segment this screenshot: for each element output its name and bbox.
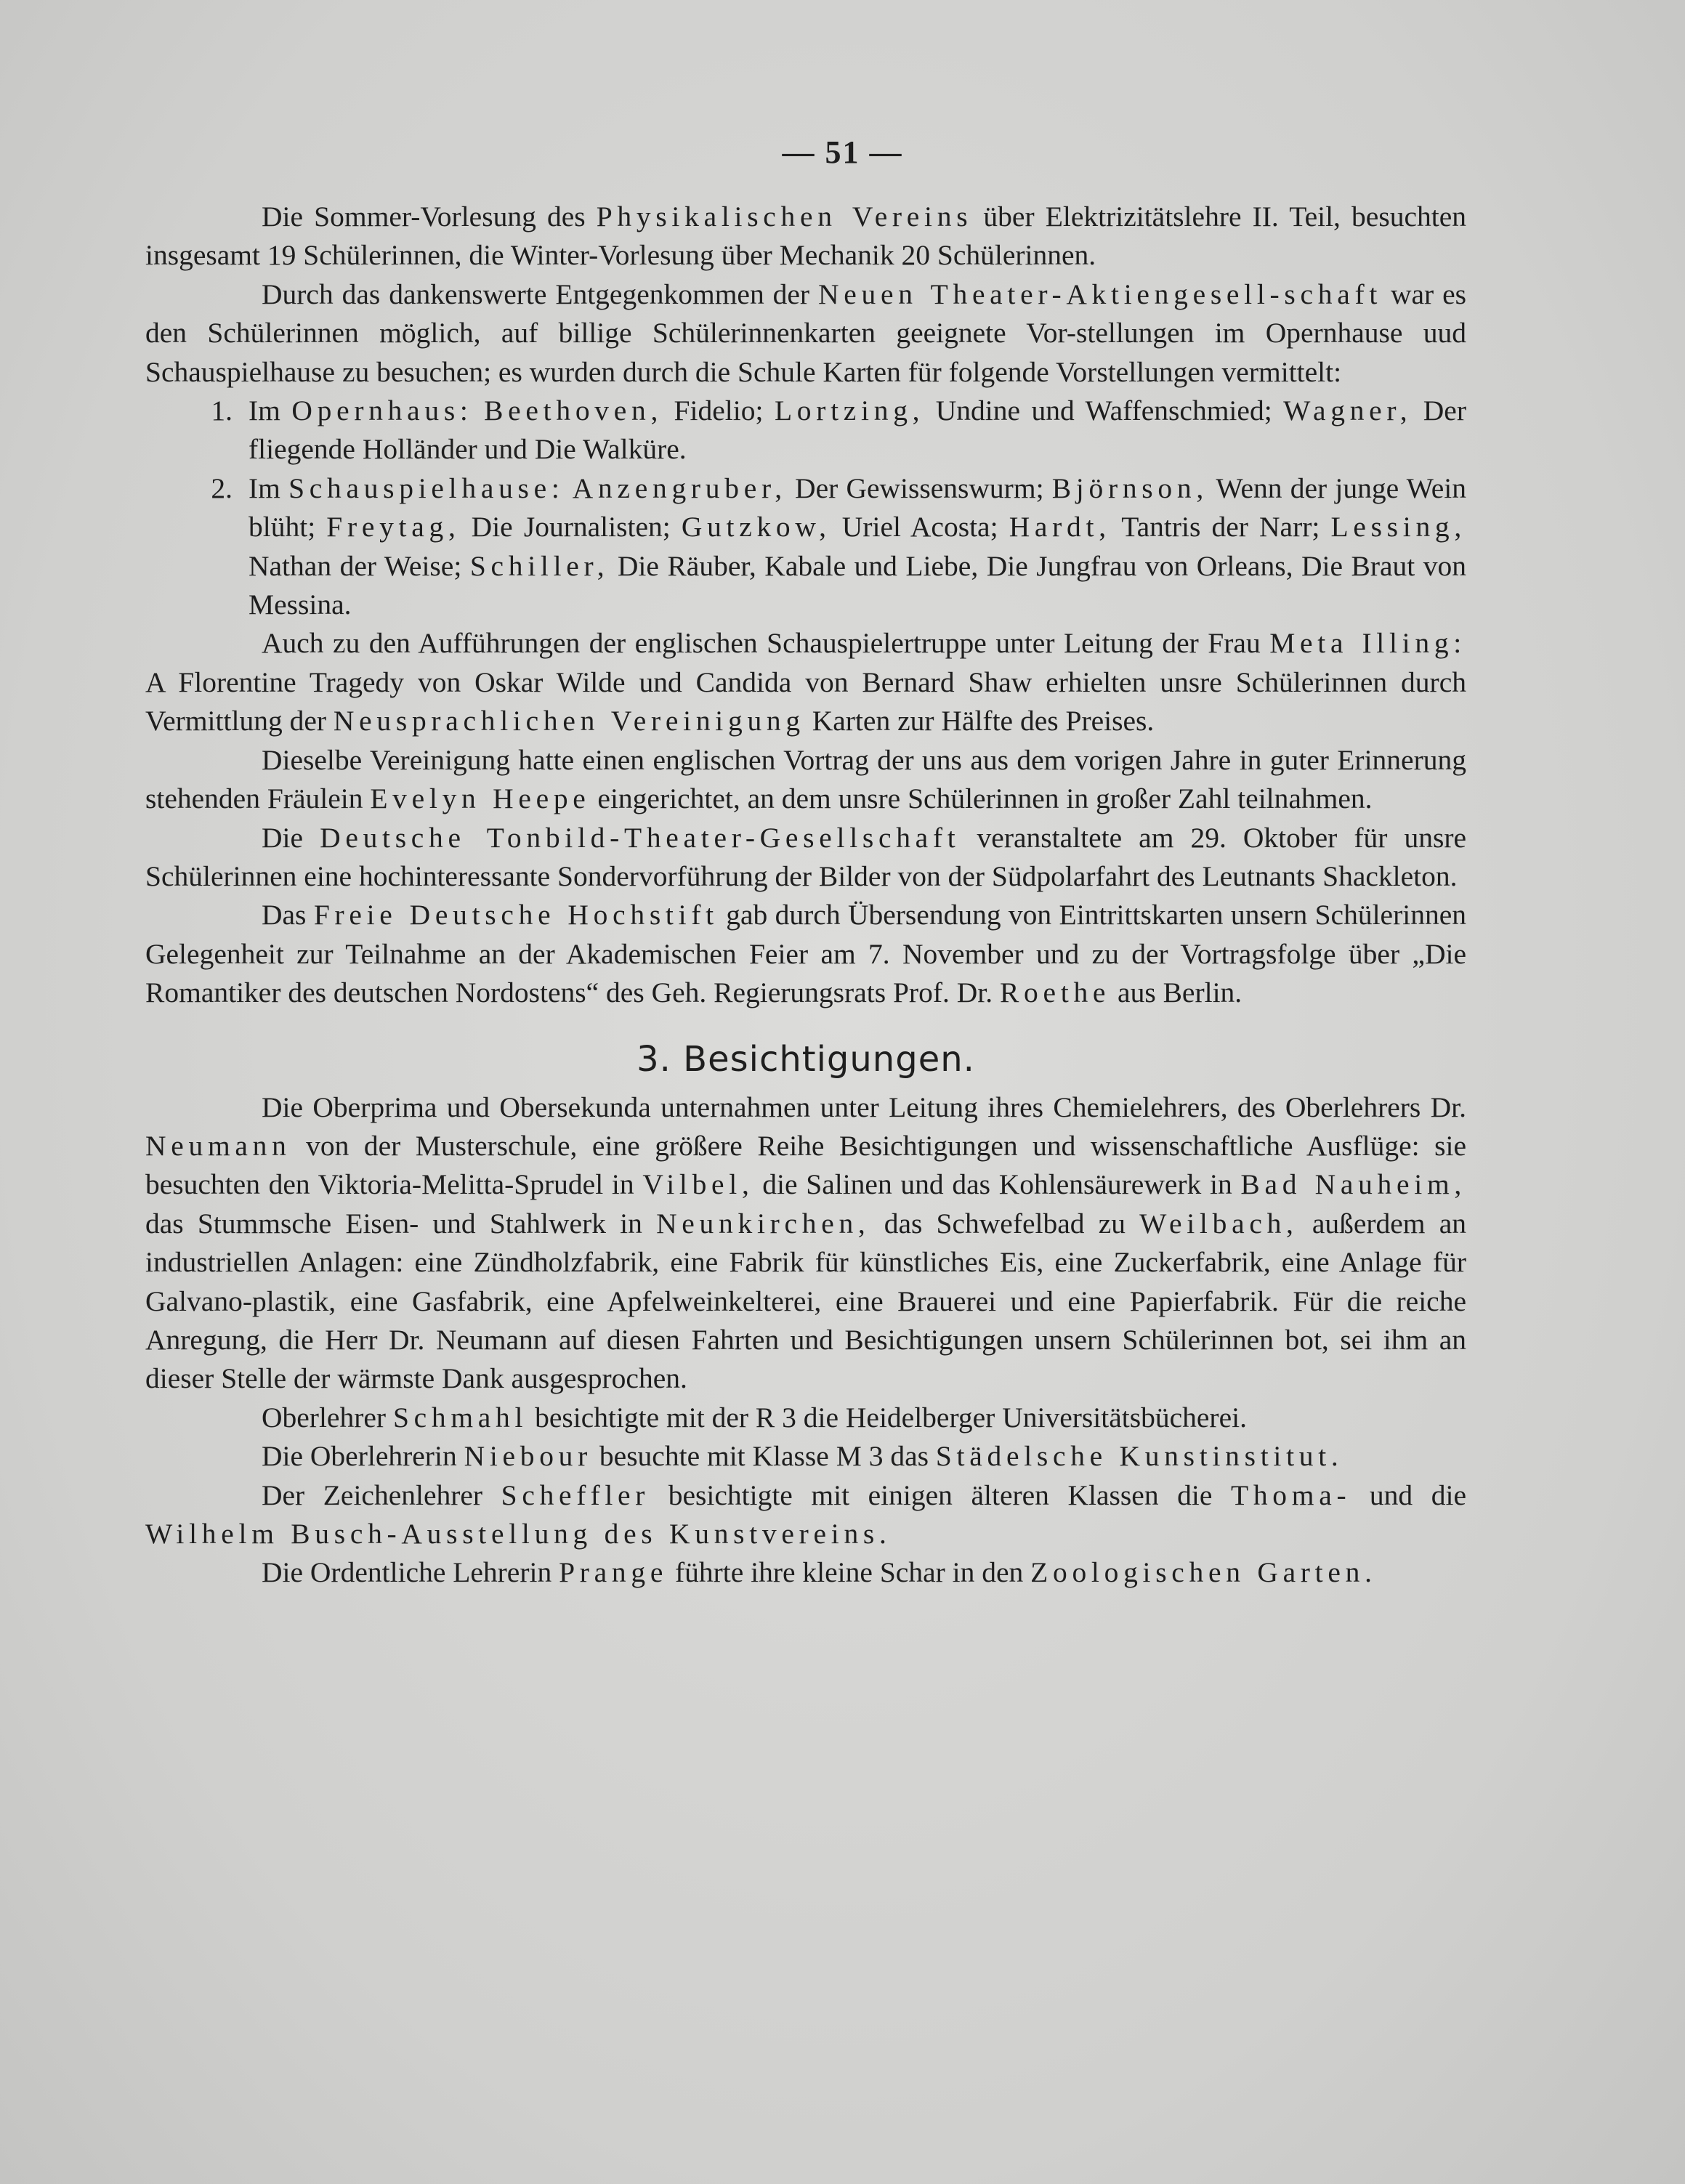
text-run: Der Gewissenswurm; bbox=[786, 472, 1052, 504]
text-run: über Elektrizitätslehre II. Teil, besuchten insgesamt 19 Schülerinnen, die Winter-Vorlesung über Mechanik 20 Schülerinnen. bbox=[145, 201, 1466, 272]
spaced-name: Städelsche Kunstinstitut. bbox=[935, 1440, 1343, 1473]
text-run: Die Journalisten; bbox=[460, 511, 682, 543]
page-body bbox=[145, 198, 1466, 1593]
text-run: Nathan der Weise; bbox=[248, 549, 470, 582]
paragraph-exhibition bbox=[145, 1476, 1466, 1554]
spaced-name: Wagner, bbox=[1283, 395, 1413, 427]
list-text bbox=[248, 469, 1466, 625]
text-run: Karten zur Hälfte des Preises. bbox=[804, 705, 1155, 737]
spaced-name: Scheffler bbox=[501, 1479, 650, 1511]
text-run: aus Berlin. bbox=[1110, 976, 1242, 1009]
text-run: eingerichtet, an dem unsre Schülerinnen in großer Zahl teilnahmen. bbox=[590, 782, 1373, 815]
text-run: Durch das dankenswerte Entgegenkommen der bbox=[262, 278, 819, 310]
spaced-name: Lessing, bbox=[1330, 511, 1466, 543]
text-run: Die bbox=[262, 821, 320, 854]
paragraph-physics-lectures bbox=[145, 198, 1466, 275]
spaced-name: Neumann bbox=[145, 1129, 291, 1162]
spaced-name: Bad Nauheim, bbox=[1240, 1168, 1466, 1201]
spaced-name: Zoologischen Garten. bbox=[1030, 1556, 1377, 1589]
text-run: Das bbox=[262, 899, 314, 931]
text-run: Oberlehrer bbox=[262, 1401, 393, 1433]
spaced-name: Roethe bbox=[999, 976, 1111, 1009]
spaced-name: Opernhaus: bbox=[291, 395, 473, 427]
section-heading: 3. Besichtigungen. bbox=[637, 1038, 975, 1080]
text-run: und die bbox=[1351, 1479, 1466, 1511]
text-run: außerdem an industriellen Anlagen: eine Zündholzfabrik, eine Fabrik für künstliches Eis, eine Zuckerfabrik, eine Anlage für Galvano-plastik, eine Gasfabrik, eine Apfelweinkelterei, eine Brauerei und eine Papierfabrik. Für die reiche Anregung, die Herr Dr. Neumann auf diesen Fahrten und Besichtigungen unsern Schülerinnen bot, sei ihm an dieser Stelle der wärmste Dank ausgesprochen. bbox=[145, 1207, 1466, 1395]
spaced-name: Lortzing, bbox=[774, 395, 925, 427]
text-run: Die Sommer-Vorlesung des bbox=[262, 201, 597, 232]
paragraph-zoo bbox=[145, 1553, 1466, 1592]
paragraph-hochstift bbox=[145, 896, 1466, 1012]
paragraph-staedel bbox=[145, 1437, 1466, 1476]
text-run: Im bbox=[248, 395, 292, 427]
page-number: — 51 — bbox=[782, 134, 903, 170]
list-text bbox=[248, 392, 1466, 469]
list-number: 1. bbox=[211, 395, 233, 427]
text-run: Die Räuber, Kabale und Liebe, Die Jungfrau von Orleans, Die Braut von Messina. bbox=[248, 549, 1466, 621]
text-run: Dieselbe Vereinigung hatte einen englischen Vortrag der uns aus dem vorigen Jahre in guter Erinnerung stehenden Fräulein bbox=[145, 743, 1466, 815]
paragraph-theater bbox=[145, 275, 1466, 392]
text-run: war es den Schülerinnen möglich, auf billige Schülerinnenkarten geeignete Vor-stellungen im Opernhause uud Schauspielhause zu besuchen; es wurden durch die Schule Karten für folgende Vorstellungen vermittelt: bbox=[145, 278, 1466, 388]
list-number: 2. bbox=[211, 472, 233, 504]
spaced-name: Thoma- bbox=[1230, 1479, 1351, 1511]
paragraph-library bbox=[145, 1399, 1466, 1437]
text-run: Wenn der junge Wein blüht; bbox=[248, 472, 1466, 543]
spaced-name: Wilhelm Busch-Ausstellung des Kunstvereins. bbox=[145, 1518, 892, 1550]
text-run: Die Oberlehrerin bbox=[262, 1440, 464, 1473]
text-run: Auch zu den Aufführungen der englischen Schauspielertruppe unter Leitung der Frau bbox=[262, 627, 1270, 660]
text-run: A Florentine Tragedy von Oskar Wilde und Candida von Bernard Shaw erhielten unsre Schülerinnen durch Vermittlung der bbox=[145, 666, 1466, 737]
spaced-name: Gutzkow, bbox=[681, 511, 831, 543]
spaced-name: Prange bbox=[559, 1556, 668, 1589]
spaced-name: Björnson, bbox=[1051, 472, 1208, 504]
paragraph-english-troupe bbox=[145, 624, 1466, 740]
text-run bbox=[473, 395, 484, 426]
spaced-name: Evelyn Heepe bbox=[370, 782, 591, 815]
text-run: das Schwefelbad zu bbox=[870, 1207, 1140, 1239]
text-run: das Stummsche Eisen- und Stahlwerk in bbox=[145, 1207, 657, 1239]
text-run: Tantris der Narr; bbox=[1110, 511, 1331, 543]
paragraph-excursions bbox=[145, 1088, 1466, 1399]
list-item-theater bbox=[145, 469, 1466, 625]
text-run: veranstaltete am 29. Oktober für unsre Schülerinnen eine hochinteressante Sondervorführung der Bilder von der Südpolarfahrt des Leutnants Shackleton. bbox=[145, 821, 1466, 892]
spaced-name: Vilbel, bbox=[642, 1168, 754, 1201]
spaced-name: Neuen Theater-Aktiengesell-schaft bbox=[818, 278, 1383, 310]
text-run: besuchte mit Klasse M 3 das bbox=[592, 1440, 936, 1473]
text-run: Im bbox=[248, 472, 289, 504]
spaced-name: Niebour bbox=[464, 1440, 593, 1473]
text-run: Der fliegende Holländer und Die Walküre. bbox=[248, 395, 1466, 466]
spaced-name: Freytag, bbox=[326, 511, 461, 543]
text-run: Die Ordentliche Lehrerin bbox=[262, 1556, 559, 1589]
text-run: besichtigte mit der R 3 die Heidelberger Universitätsbücherei. bbox=[528, 1401, 1247, 1433]
spaced-name: Freie Deutsche Hochstift bbox=[313, 899, 719, 931]
spaced-name: Hardt, bbox=[1009, 511, 1111, 543]
spaced-name: Neusprachlichen Vereinigung bbox=[333, 705, 805, 737]
text-run: von der Musterschule, eine größere Reihe Besichtigungen und wissenschaftliche Ausflüge: sie besuchten den Viktoria-Melitta-Sprudel in bbox=[145, 1129, 1466, 1201]
text-run: besichtigte mit einigen älteren Klassen die bbox=[650, 1479, 1231, 1511]
text-run: Undine und Waffenschmied; bbox=[924, 395, 1284, 427]
spaced-name: Weilbach, bbox=[1139, 1207, 1298, 1239]
list-item-opera bbox=[145, 392, 1466, 469]
text-run: Der Zeichenlehrer bbox=[262, 1479, 501, 1511]
spaced-name: Physikalischen Vereins bbox=[596, 201, 973, 232]
spaced-name: Neunkirchen, bbox=[656, 1207, 870, 1239]
spaced-name: Meta Illing: bbox=[1269, 627, 1466, 660]
paragraph-tonbild bbox=[145, 819, 1466, 897]
text-run: Uriel Acosta; bbox=[831, 511, 1009, 543]
text-run: führte ihre kleine Schar in den bbox=[668, 1556, 1031, 1589]
spaced-name: Beethoven, bbox=[484, 395, 663, 427]
text-run: gab durch Übersendung von Eintrittskarten unsern Schülerinnen Gelegenheit zur Teilnahme an der Akademischen Feier am 7. November und zu der Vortragsfolge über „Die Romantiker des deutschen Nordostens“ des Geh. Regierungsrats Prof. Dr. bbox=[145, 899, 1466, 1009]
spaced-name: Schauspielhause: bbox=[288, 472, 565, 504]
spaced-name: Schmahl bbox=[392, 1401, 528, 1433]
text-run: die Salinen und das Kohlensäurewerk in bbox=[753, 1168, 1241, 1201]
spaced-name: Schiller, bbox=[469, 549, 610, 582]
text-run bbox=[565, 472, 573, 504]
text-run: Die Oberprima und Obersekunda unternahmen unter Leitung ihres Chemielehrers, des Oberlehrers Dr. bbox=[262, 1091, 1466, 1123]
paragraph-english-lecture bbox=[145, 741, 1466, 819]
spaced-name: Deutsche Tonbild-Theater-Gesellschaft bbox=[320, 821, 961, 854]
text-run: Fidelio; bbox=[663, 395, 775, 427]
spaced-name: Anzengruber, bbox=[572, 472, 787, 504]
